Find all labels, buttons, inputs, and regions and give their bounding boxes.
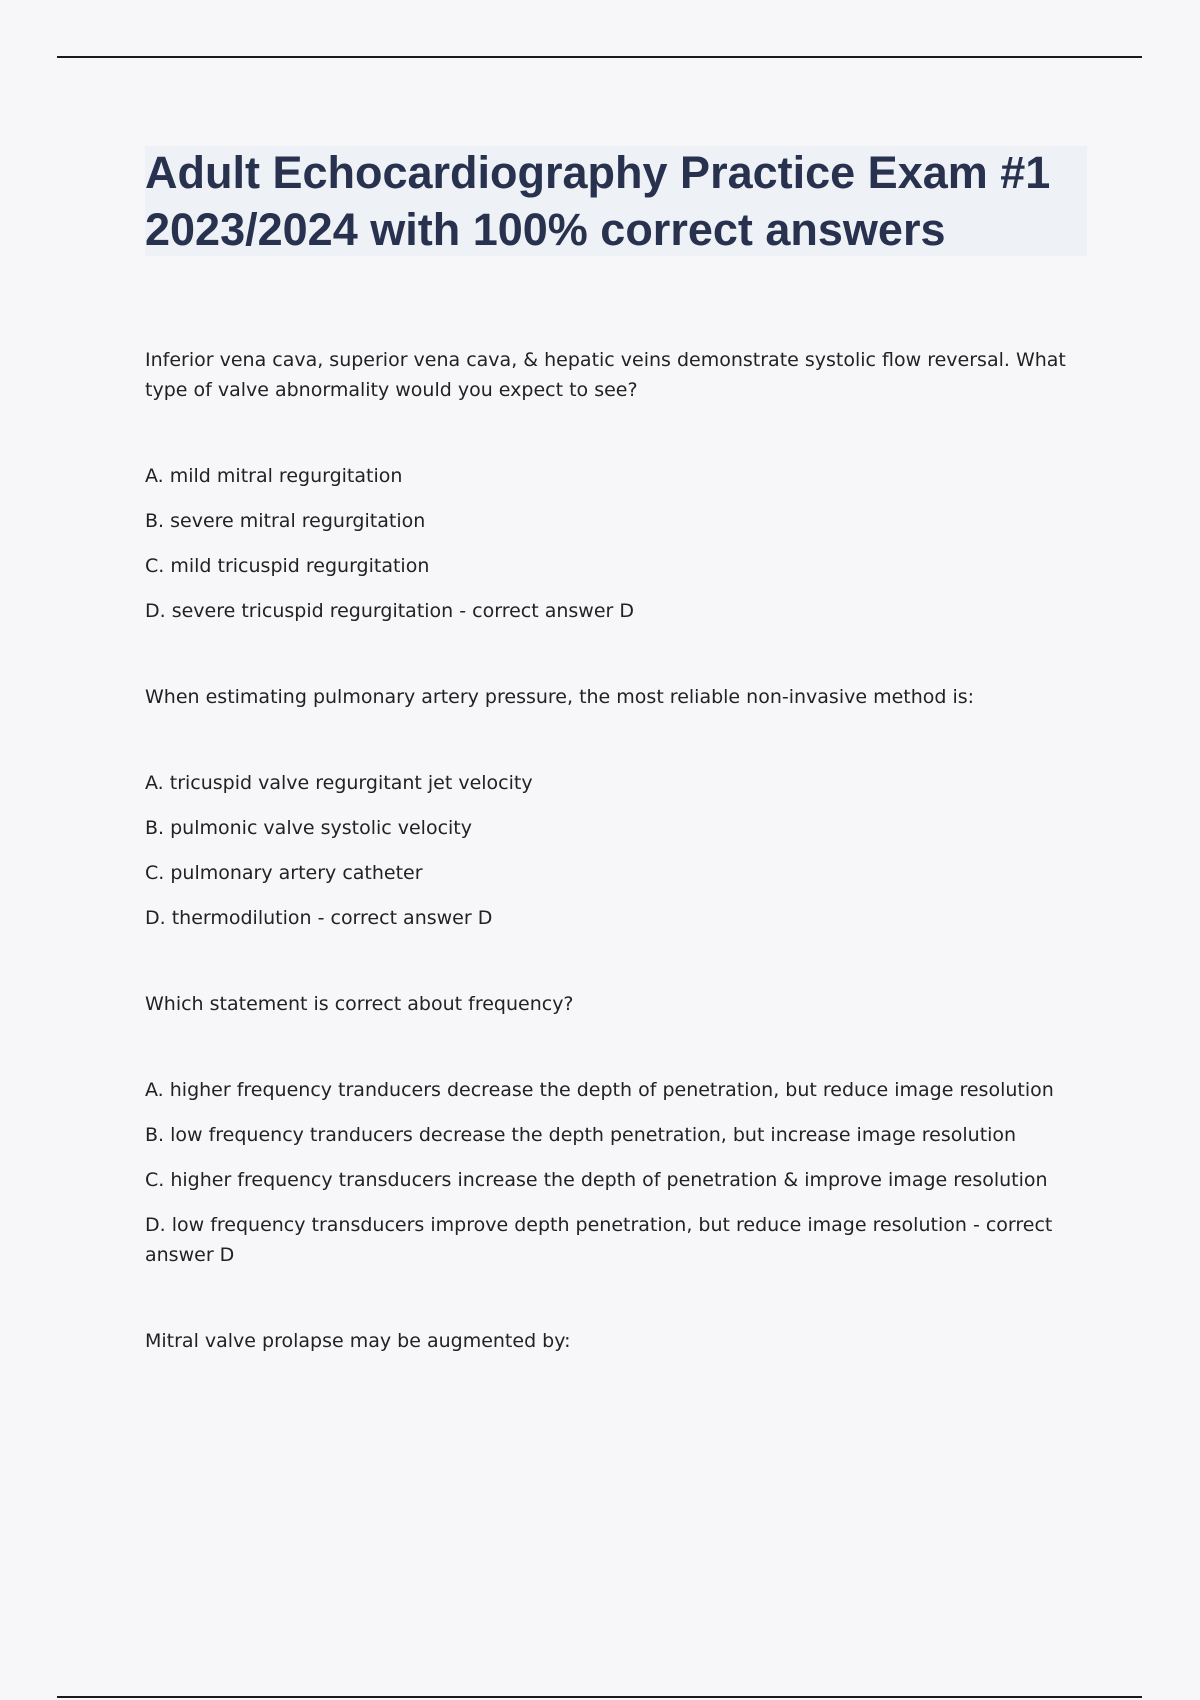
option-a: A. mild mitral regurgitation: [145, 465, 403, 487]
option-d: D. severe tricuspid regurgitation - correct answer D: [145, 600, 635, 622]
option-b: B. severe mitral regurgitation: [145, 510, 426, 532]
question-block-2: [145, 682, 1090, 933]
option-c: C. mild tricuspid regurgitation: [145, 555, 430, 577]
option-list: [145, 1075, 1090, 1270]
question-block-1: [145, 345, 1090, 626]
option-c: C. pulmonary artery catheter: [145, 862, 423, 884]
option-b: B. low frequency tranducers decrease the depth penetration, but increase image resolution: [145, 1124, 1017, 1146]
question-text: Which statement is correct about frequency?: [145, 993, 574, 1015]
footer-rule: [57, 1696, 1142, 1698]
document-title: Adult Echocardiography Practice Exam #1 2023/2024 with 100% correct answers: [145, 147, 1051, 255]
question-text: Inferior vena cava, superior vena cava, & hepatic veins demonstrate systolic flow reversal. What type of valve abnormality would you expect to see?: [145, 349, 1066, 401]
option-a: A. higher frequency tranducers decrease the depth of penetration, but reduce image resolution: [145, 1079, 1054, 1101]
option-d: D. low frequency transducers improve depth penetration, but reduce image resolution - correct answer D: [145, 1214, 1053, 1266]
option-a: A. tricuspid valve regurgitant jet velocity: [145, 772, 533, 794]
question-text: Mitral valve prolapse may be augmented by:: [145, 1330, 571, 1352]
option-b: B. pulmonic valve systolic velocity: [145, 817, 472, 839]
question-block-4: [145, 1326, 1090, 1356]
question-text: When estimating pulmonary artery pressure, the most reliable non-invasive method is:: [145, 686, 975, 708]
header-rule: [57, 56, 1142, 58]
option-list: [145, 461, 1090, 626]
option-c: C. higher frequency transducers increase the depth of penetration & improve image resolution: [145, 1169, 1048, 1191]
option-list: [145, 768, 1090, 933]
question-block-3: [145, 989, 1090, 1270]
question-list: [145, 345, 1090, 1412]
option-d: D. thermodilution - correct answer D: [145, 907, 493, 929]
